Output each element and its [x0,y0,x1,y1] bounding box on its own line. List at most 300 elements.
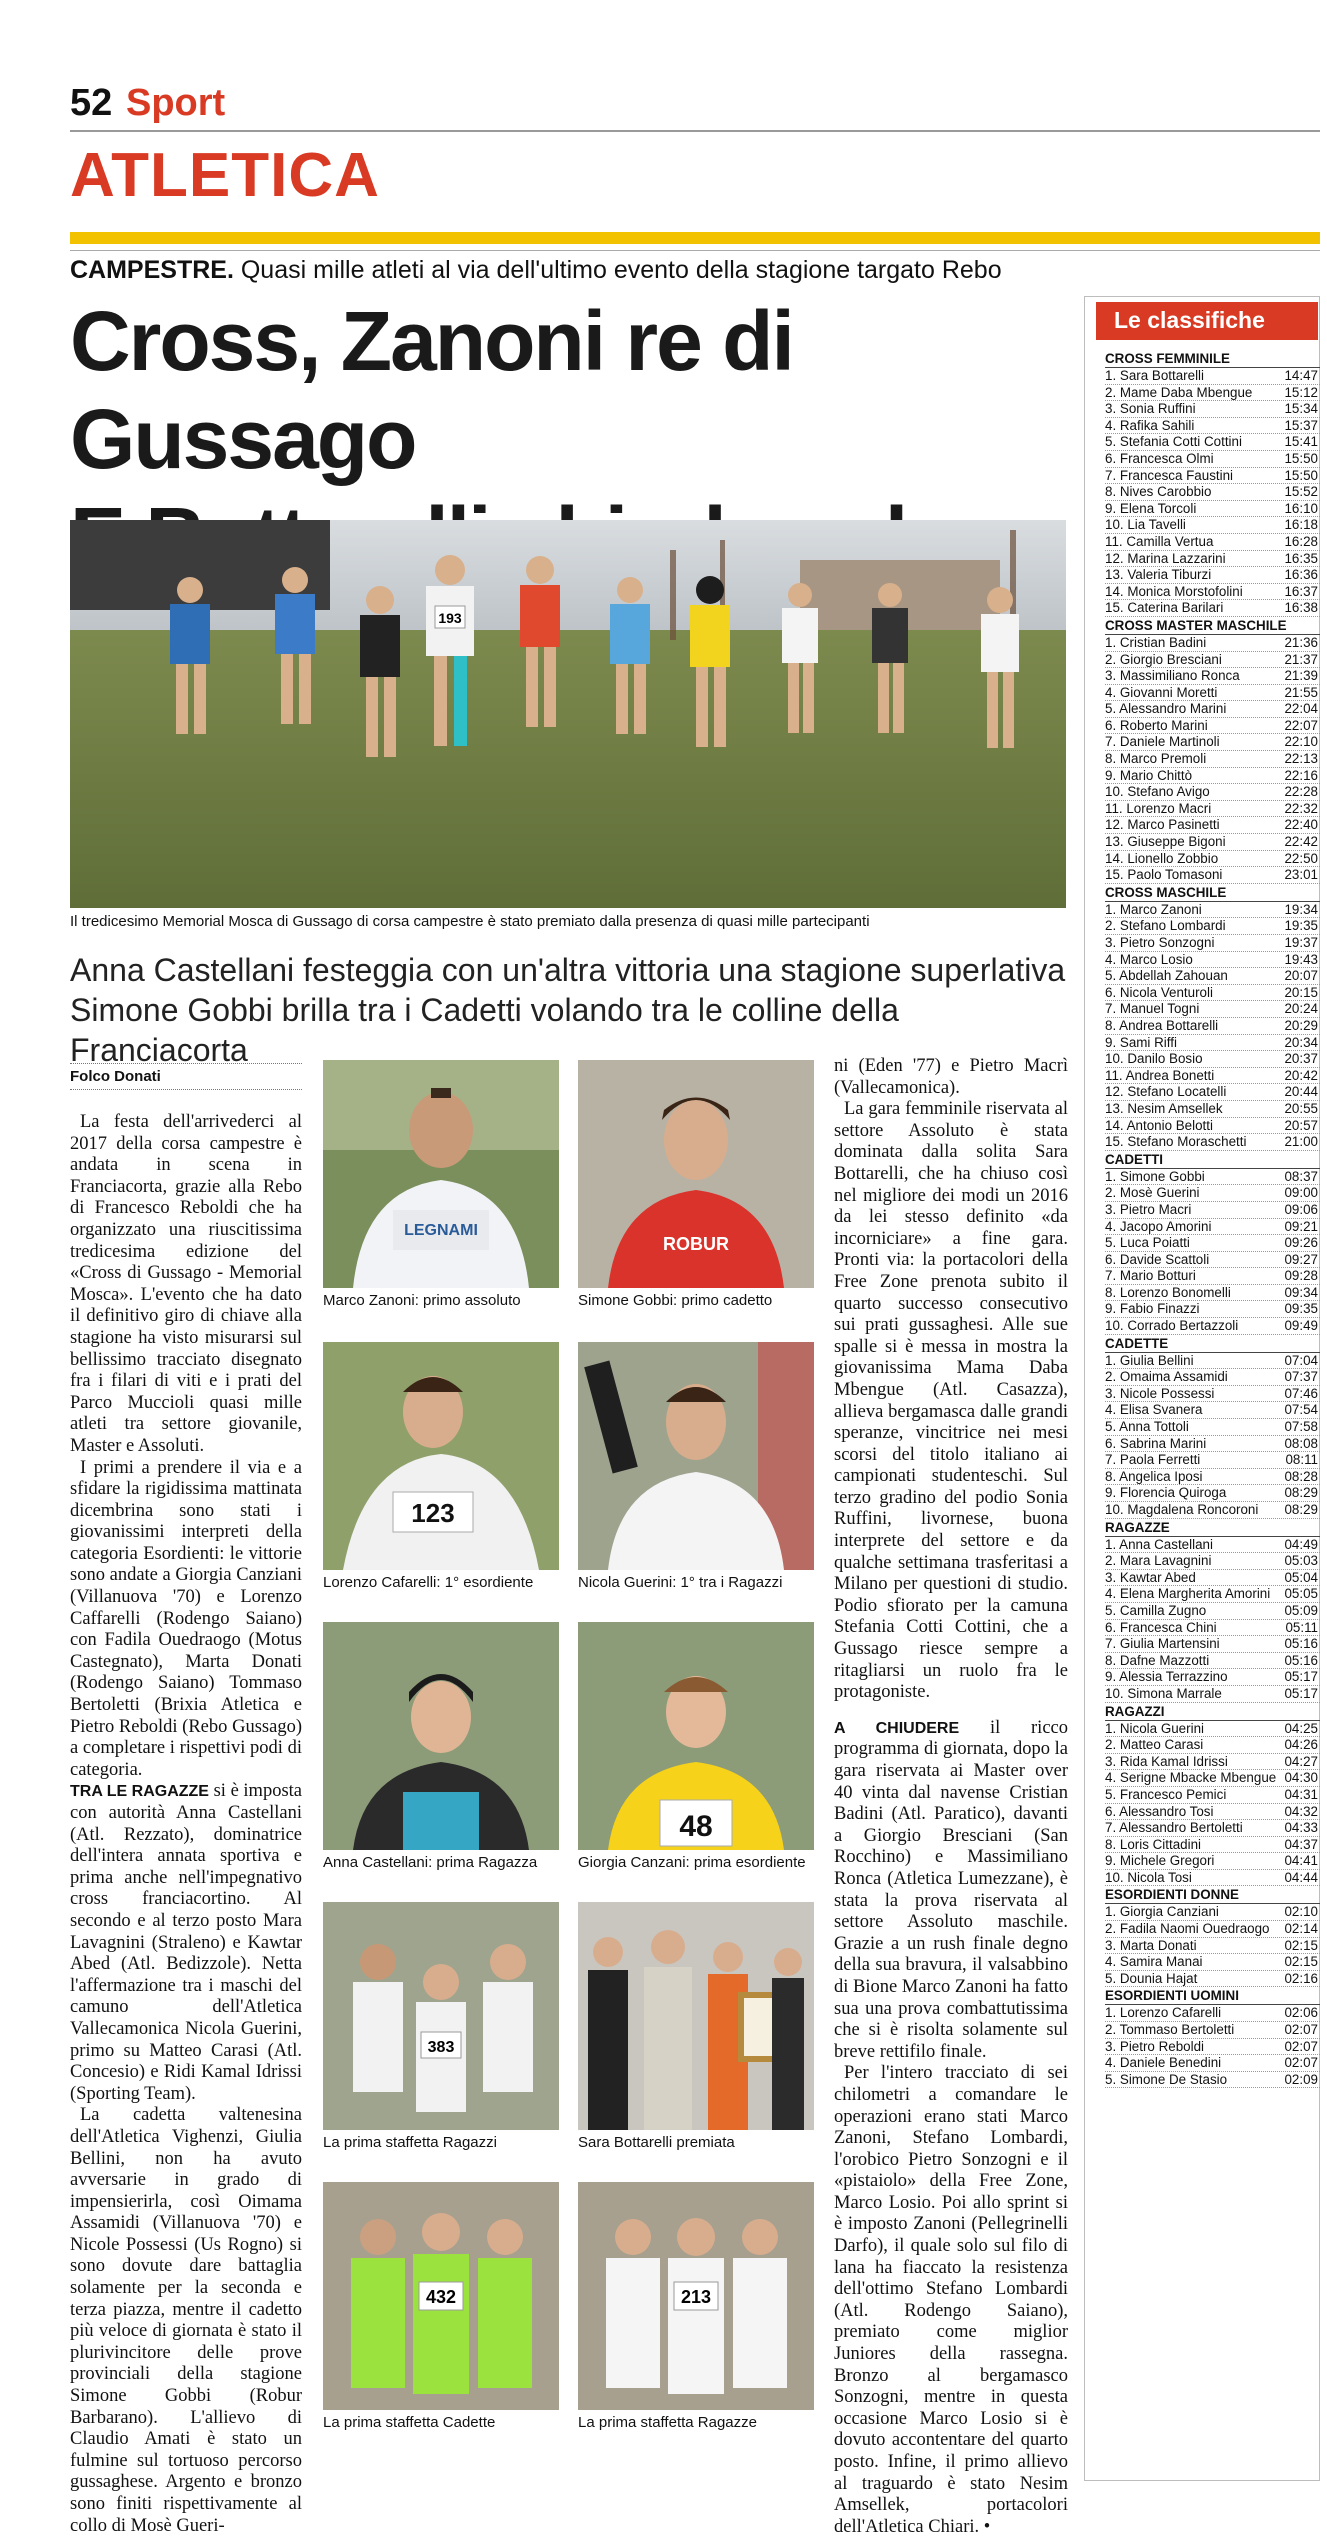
kicker-text: Quasi mille atleti al via dell'ultimo evento della stagione targato Rebo [240,256,1002,284]
results-row [1105,451,1320,468]
finish-time: 16:10 [1284,500,1318,516]
athlete-name: 14. Antonio Belotti [1105,1117,1213,1133]
results-row [1105,801,1320,818]
athlete-name: 9. Fabio Finazzi [1105,1301,1200,1317]
athlete-name: 2. Omaima Assamidi [1105,1369,1228,1385]
athlete-name: 1. Marco Zanoni [1105,901,1202,917]
athlete-name: 7. Francesca Faustini [1105,467,1234,483]
photo-bib: 432 [425,2287,457,2307]
results-row [1105,902,1320,919]
results-row [1105,718,1320,735]
athlete-name: 5. Luca Poiatti [1105,1235,1190,1251]
athlete-name: 6. Davide Scattoli [1105,1251,1210,1267]
athlete-name: 10. Magdalena Roncoroni [1105,1502,1259,1517]
athlete-name: 1. Nicola Guerini [1105,1720,1204,1736]
article-column-1 [70,1112,302,2537]
photo-nicola-guerini [578,1342,814,1570]
photo-caption: La prima staffetta Cadette [323,2414,496,2431]
paragraph-lead: TRA LE RAGAZZE [70,1783,209,1801]
finish-time: 07:46 [1284,1385,1318,1401]
finish-time: 09:35 [1284,1301,1318,1317]
athlete-name: 3. Sonia Ruffini [1105,401,1196,417]
group-illustration [323,1902,559,2130]
finish-time: 15:41 [1284,434,1318,450]
finish-time: 07:54 [1284,1402,1318,1418]
photo-bib: 213 [680,2287,712,2307]
photo-staffetta-ragazze [578,2182,814,2410]
athlete-name: 2. Mara Lavagnini [1105,1553,1212,1569]
results-row [1105,1570,1320,1587]
header-divider [70,130,1320,132]
finish-time: 04:44 [1284,1869,1318,1885]
finish-time: 05:16 [1284,1652,1318,1668]
photo-bib: 383 [427,2039,455,2056]
results-row [1105,1436,1320,1453]
athlete-name: 10. Nicola Tosi [1105,1869,1192,1885]
athlete-name: 12. Marco Pasinetti [1105,817,1220,833]
athlete-name: 2. Mosè Guerini [1105,1185,1200,1201]
photo-caption: Anna Castellani: prima Ragazza [323,1854,538,1871]
results-row [1105,1318,1320,1335]
athlete-name: 6. Nicola Venturoli [1105,984,1213,1000]
results-row [1105,584,1320,601]
results-row [1105,1419,1320,1436]
finish-time: 22:10 [1284,734,1318,750]
athlete-name: 8. Angelica Iposi [1105,1468,1203,1484]
results-row [1105,1268,1320,1285]
photo-anna-castellani [323,1622,559,1850]
results-row [1105,1553,1320,1570]
svg-text:LEGNAMI: LEGNAMI [404,1222,478,1239]
finish-time: 15:50 [1284,467,1318,483]
results-row [1105,1001,1320,1018]
finish-time: 05:03 [1284,1553,1318,1569]
paragraph [834,1718,1068,2064]
finish-time: 20:29 [1284,1017,1318,1033]
results-category-title: CROSS MASTER MASCHILE [1105,617,1320,635]
finish-time: 04:25 [1284,1720,1318,1736]
athlete-name: 4. Jacopo Amorini [1105,1218,1212,1234]
athlete-name: 3. Pietro Sonzogni [1105,935,1215,950]
finish-time: 02:07 [1284,2055,1318,2071]
finish-time: 21:39 [1284,668,1318,684]
results-category-title: RAGAZZI [1105,1703,1320,1721]
finish-time: 09:27 [1284,1251,1318,1267]
finish-time: 15:34 [1284,401,1318,417]
photo-simone-gobbi [578,1060,814,1288]
portrait-illustration [578,1342,814,1570]
athlete-name: 3. Massimiliano Ronca [1105,668,1240,684]
results-row [1105,1971,1320,1988]
photo-caption: Nicola Guerini: 1° tra i Ragazzi [578,1574,783,1591]
athlete-name: 11. Lorenzo Macri [1105,800,1212,816]
finish-time: 22:32 [1284,800,1318,816]
finish-time: 05:05 [1284,1586,1318,1602]
headline-line-1: Cross, Zanoni re di Gussago [70,294,793,486]
finish-time: 20:34 [1284,1034,1318,1050]
athlete-name: 2. Fadila Naomi Ouedraogo [1105,1921,1270,1937]
results-category-title: ESORDIENTI UOMINI [1105,1987,1320,2005]
finish-time: 09:06 [1284,1201,1318,1217]
athlete-name: 4. Marco Losio [1105,951,1193,967]
results-row [1105,1235,1320,1252]
finish-time: 09:26 [1284,1235,1318,1251]
finish-time: 04:49 [1284,1536,1318,1552]
athlete-name: 7. Giulia Martensini [1105,1636,1220,1652]
athlete-name: 1. Simone Gobbi [1105,1168,1205,1184]
finish-time: 09:49 [1284,1318,1318,1334]
athlete-name: 14. Lionello Zobbio [1105,850,1219,866]
subheadline-line-1: Anna Castellani festeggia con un'altra vittoria una stagione superlativa [70,952,1066,988]
results-row [1105,1469,1320,1486]
photo-bib: 123 [411,1498,455,1528]
finish-time: 21:37 [1284,651,1318,667]
article-column-4 [834,1056,1068,2538]
photo-staffetta-cadette [323,2182,559,2410]
results-row [1105,1721,1320,1738]
athlete-name: 8. Andrea Bottarelli [1105,1017,1219,1033]
results-row [1105,952,1320,969]
finish-time: 02:14 [1284,1921,1318,1937]
results-row [1105,1485,1320,1502]
athlete-name: 10. Corrado Bertazzoli [1105,1318,1239,1334]
finish-time: 02:07 [1284,2038,1318,2054]
athlete-name: 6. Francesca Chini [1105,1619,1217,1635]
results-row [1105,484,1320,501]
finish-time: 19:43 [1284,951,1318,967]
results-row [1105,701,1320,718]
results-row [1105,401,1320,418]
grey-rule [70,250,1320,251]
athlete-name: 2. Stefano Lombardi [1105,918,1226,934]
photo-caption: La prima staffetta Ragazzi [323,2134,497,2151]
finish-time: 20:15 [1284,984,1318,1000]
finish-time: 02:06 [1284,2005,1318,2021]
finish-time: 02:16 [1284,1970,1318,1986]
finish-time: 09:34 [1284,1284,1318,1300]
results-row [1105,1051,1320,1068]
athlete-name: 10. Lia Tavelli [1105,517,1186,533]
results-row [1105,1620,1320,1637]
athlete-name: 4. Giovanni Moretti [1105,684,1218,700]
finish-time: 08:37 [1284,1168,1318,1184]
finish-time: 05:09 [1284,1602,1318,1618]
results-row [1105,668,1320,685]
results-row [1105,1853,1320,1870]
results-row [1105,1452,1320,1469]
results-row [1105,1686,1320,1703]
results-category-title: CADETTI [1105,1151,1320,1169]
athlete-name: 8. Lorenzo Bonomelli [1105,1284,1231,1300]
athlete-name: 11. Camilla Vertua [1105,533,1214,549]
athlete-name: 3. Nicole Possessi [1105,1385,1215,1401]
athlete-name: 5. Simone De Stasio [1105,2071,1228,2087]
results-row [1105,784,1320,801]
results-row [1105,1870,1320,1887]
athlete-name: 1. Giorgia Canziani [1105,1904,1219,1920]
finish-time: 19:37 [1284,935,1318,950]
section-name: Sport [126,82,226,124]
finish-time: 04:26 [1284,1737,1318,1753]
portrait-illustration [578,1622,814,1850]
finish-time: 16:35 [1284,550,1318,566]
finish-time: 20:44 [1284,1084,1318,1100]
results-row [1105,1169,1320,1186]
athlete-name: 10. Danilo Bosio [1105,1051,1203,1067]
paragraph: Per l'intero tracciato di sei chilometri a comandare le operazioni erano stati Marco Zanoni, Stefano Lombardi, l'orobico Pietro Sonzogni e il «pistaiolo» della Free Zone, Marco Losio. Poi allo sprint si è imposto Zanoni (Pellegrinelli Darfo), il quale solo sul filo di lana ha fiaccato la resistenza dell'ottimo Stefano Lombardi (Atl. Rodengo Saiano), premiato come miglior Juniores della rassegna. Bronzo al bergamasco Sonzogni, mentre in questa occasione Marco Losio si è dovuto accontentare del quarto posto. Infine, il primo allievo al traguardo è stato Nesim Amsellek, portacolori dell'Atletica Chiari. • [834,2063,1068,2537]
results-row [1105,501,1320,518]
finish-time: 04:31 [1284,1786,1318,1802]
results-row [1105,1101,1320,1118]
athlete-name: 11. Andrea Bonetti [1105,1067,1215,1083]
athlete-name: 3. Pietro Macri [1105,1201,1192,1217]
athlete-name: 9. Elena Torcoli [1105,500,1197,516]
finish-time: 08:29 [1284,1485,1318,1501]
athlete-name: 15. Stefano Moraschetti [1105,1134,1247,1150]
results-row [1105,1035,1320,1052]
results-row [1105,551,1320,568]
results-row [1105,1252,1320,1269]
finish-time: 05:17 [1284,1685,1318,1701]
results-category-title: CADETTE [1105,1335,1320,1353]
photo-caption: Simone Gobbi: primo cadetto [578,1292,773,1309]
finish-time: 04:30 [1284,1770,1318,1786]
paragraph [70,1781,302,2105]
athlete-name: 1. Lorenzo Cafarelli [1105,2005,1222,2021]
results-row [1105,1636,1320,1653]
athlete-name: 6. Sabrina Marini [1105,1435,1207,1451]
results-row [1105,1369,1320,1386]
results-row [1105,1669,1320,1686]
results-row [1105,1938,1320,1955]
finish-time: 21:36 [1284,634,1318,650]
finish-time: 05:11 [1285,1619,1318,1635]
finish-time: 20:07 [1284,968,1318,984]
athlete-name: 2. Mame Daba Mbengue [1105,384,1253,400]
results-row [1105,635,1320,652]
main-photo-caption: Il tredicesimo Memorial Mosca di Gussago di corsa campestre è stato premiato dalla presenza di quasi mille partecipanti [70,913,870,930]
athlete-name: 15. Caterina Barilari [1105,600,1224,616]
finish-time: 09:00 [1284,1185,1318,1201]
results-row [1105,1837,1320,1854]
finish-time: 20:37 [1284,1051,1318,1067]
results-row [1105,368,1320,385]
athlete-name: 6. Alessandro Tosi [1105,1803,1214,1819]
results-row [1105,1068,1320,1085]
results-row [1105,867,1320,884]
finish-time: 08:28 [1284,1468,1318,1484]
finish-time: 02:07 [1284,2022,1318,2038]
athlete-name: 3. Pietro Reboldi [1105,2038,1204,2054]
athlete-name: 7. Mario Botturi [1105,1268,1196,1284]
athlete-name: 13. Giuseppe Bigoni [1105,834,1226,850]
finish-time: 15:37 [1284,417,1318,433]
paragraph-text: si è imposta con autorità Anna Castellani (Atl. Rezzato), dominatrice dell'intera annata sportiva e prima anche nell'impegnativo cross franciacortino. Al secondo e al terzo posto Mara Lavagnini (Straleno) e Kawtar Abed (Atl. Bedizzole). Netta l'affermazione tra i maschi del camuno dell'Atletica Vallecamonica Nicola Guerini, primo su Matteo Carasi (Atl. Concesio) e Ridi Kamal Idrissi (Sporting Team). [70,1781,303,2104]
portrait-illustration [323,1342,559,1570]
athlete-name: 5. Alessandro Marini [1105,701,1227,717]
athlete-name: 9. Michele Gregori [1105,1853,1215,1869]
finish-time: 19:34 [1284,901,1318,917]
finish-time: 20:42 [1284,1067,1318,1083]
results-row [1105,817,1320,834]
results-row [1105,1653,1320,1670]
photo-caption: Sara Bottarelli premiata [578,2134,735,2151]
finish-time: 02:15 [1284,1954,1318,1970]
results-row [1105,751,1320,768]
results-row [1105,567,1320,584]
athlete-name: 8. Loris Cittadini [1105,1836,1202,1852]
finish-time: 07:58 [1284,1419,1318,1435]
group-illustration [578,2182,814,2410]
athlete-name: 4. Serigne Mbacke Mbengue [1105,1770,1277,1786]
results-category-title: CROSS FEMMINILE [1105,350,1320,368]
runners-photo-illustration [70,520,1066,908]
photo-bib: 48 [679,1810,713,1843]
paragraph: La cadetta valtenesina dell'Atletica Vighenzi, Giulia Bellini, non ha avuto avversarie in grado di impensierirla, così Oimama Assamidi (Villanuova '70) e Nicole Possessi (Us Rogno) si sono dovute dare battaglia solamente per la seconda e terza piazza, mentre il cadetto più veloce di giornata è stato il plurivincitore delle prove provinciali della stagione Simone Gobbi (Robur Barbarano). L'allievo di Claudio Amati è stato un fulmine sul tortuoso percorso gussaghese. Argento e bronzo sono finiti rispettivamente al collo di Mosè Gueri- [70,2105,302,2536]
results-list [1105,350,1320,2088]
athlete-name: 6. Roberto Marini [1105,717,1208,733]
finish-time: 22:28 [1284,784,1318,800]
finish-time: 04:33 [1284,1820,1318,1836]
finish-time: 23:01 [1284,867,1318,883]
paragraph: I primi a prendere il via e a sfidare la rigidissima mattinata dicembrina sono stati i giovanissimi interpreti della categoria Esordienti: le vittorie sono andate a Giorgia Canziani (Villanuova '70) e Lorenzo Caffarelli (Rodengo Saiano) con Fadila Ouedraogo (Motus Castegnato), Marta Donati (Rodengo Saiano) Tommaso Bertoletti (Brixia Atletica e Pietro Reboldi (Rebo Gussago) a completare i rispettivi podi di categoria. [70,1457,302,1780]
photo-caption: La prima staffetta Ragazze [578,2414,757,2431]
athlete-name: 8. Nives Carobbio [1105,484,1212,500]
results-row [1105,468,1320,485]
athlete-name: 5. Dounia Hajat [1105,1970,1198,1986]
finish-time: 22:13 [1284,751,1318,767]
subheadline [70,950,1070,1070]
results-row [1105,1301,1320,1318]
results-row [1105,1084,1320,1101]
results-row [1105,1402,1320,1419]
finish-time: 15:50 [1284,450,1318,466]
photo-marco-zanoni [323,1060,559,1288]
finish-time: 20:24 [1284,1001,1318,1017]
athlete-name: 5. Abdellah Zahouan [1105,968,1228,984]
finish-time: 08:29 [1284,1502,1318,1517]
results-row [1105,534,1320,551]
athlete-name: 8. Dafne Mazzotti [1105,1652,1210,1668]
results-row [1105,985,1320,1002]
photo-lorenzo-cafarelli [323,1342,559,1570]
results-row [1105,734,1320,751]
finish-time: 05:16 [1284,1636,1318,1652]
finish-time: 15:52 [1284,484,1318,500]
results-row [1105,834,1320,851]
results-category-title: ESORDIENTI DONNE [1105,1886,1320,1904]
finish-time: 19:35 [1284,918,1318,934]
finish-time: 22:40 [1284,817,1318,833]
athlete-name: 5. Camilla Zugno [1105,1602,1207,1618]
athlete-name: 1. Sara Bottarelli [1105,368,1204,383]
finish-time: 22:50 [1284,850,1318,866]
results-row [1105,652,1320,669]
athlete-name: 10. Stefano Avigo [1105,784,1210,800]
results-category-title: CROSS MASCHILE [1105,884,1320,902]
photo-sara-bottarelli [578,1902,814,2130]
main-photo-bib: 193 [438,610,462,626]
results-row [1105,1219,1320,1236]
athlete-name: 8. Marco Premoli [1105,751,1207,767]
group-illustration [578,1902,814,2130]
results-row [1105,434,1320,451]
portrait-illustration [578,1060,814,1288]
finish-time: 22:04 [1284,701,1318,717]
results-row [1105,1202,1320,1219]
finish-time: 15:12 [1284,384,1318,400]
results-row [1105,1118,1320,1135]
photo-caption: Lorenzo Cafarelli: 1° esordiente [323,1574,534,1591]
athlete-name: 9. Mario Chittò [1105,767,1193,783]
paragraph-text: il ricco programma di giornata, dopo la gara riservata ai Master over 40 vinta dal navense Cristian Badini (Atl. Paratico), davanti a Giorgio Bresciani (San Rocchino) e Massimiliano Ronca (Atletica Lumezzane), è stata la prova riservata al settore Assoluto maschile. Grazie a un rush finale degno della sua bravura, il valsabbino di Bione Marco Zanoni ha fatto sua una prova combattutissima che si è risolta solamente sul breve rettifilo finale. [834,1717,1068,2062]
results-row [1105,1804,1320,1821]
finish-time: 21:55 [1284,684,1318,700]
results-row [1105,1737,1320,1754]
group-illustration [323,2182,559,2410]
results-row [1105,1502,1320,1519]
results-row [1105,2055,1320,2072]
results-row [1105,600,1320,617]
finish-time: 22:16 [1284,767,1318,783]
results-row [1105,385,1320,402]
athlete-name: 6. Francesca Olmi [1105,450,1214,466]
results-row [1105,1770,1320,1787]
finish-time: 09:28 [1284,1268,1318,1284]
finish-time: 04:32 [1284,1803,1318,1819]
finish-time: 02:10 [1284,1904,1318,1920]
photo-caption: Giorgia Canzani: prima esordiente [578,1854,806,1871]
finish-time: 22:42 [1284,834,1318,850]
paragraph: La gara femminile riservata al settore Assoluto è stata dominata dalla solita Sara Bottarelli, che ha chiuso così nel migliore dei modi un 2016 da lei stesso definito «da incorniciare» a fine gara. Pronti via: la portacolori della Free Zone prenota subito il quarto successo consecutivo sui prati gussaghesi. Alle sue spalle si è messa in mostra la giovanissima Mama Daba Mbengue (Atl. Casazza), allieva bergamasca dalle grandi speranze, vincitrice nei mesi scorsi del titolo italiano ai campionati studenteschi. Sul terzo gradino del podio Sonia Ruffini, livornese, buona interprete del settore e da qualche settimana trasferitasi a Milano per questioni di studio. Podio sfiorato per la camuna Stefania Cotti Cottini, che a Gussago riesce sempre a ritagliarsi un ruolo fra le protagoniste. [834,1099,1068,1703]
athlete-name: 5. Stefania Cotti Cottini [1105,434,1242,450]
finish-time: 04:27 [1284,1753,1318,1769]
athlete-name: 5. Anna Tottoli [1105,1419,1189,1435]
paragraph-lead: A CHIUDERE [834,1719,960,1737]
athlete-name: 1. Cristian Badini [1105,634,1207,650]
kicker [70,256,1002,285]
athlete-name: 12. Marina Lazzarini [1105,550,1226,566]
results-row [1105,1134,1320,1151]
portrait-illustration [323,1622,559,1850]
results-row [1105,851,1320,868]
topic-title: ATLETICA [70,141,380,210]
athlete-name: 2. Matteo Carasi [1105,1737,1204,1753]
athlete-name: 4. Elena Margherita Amorini [1105,1586,1271,1602]
athlete-name: 4. Daniele Benedini [1105,2055,1222,2071]
finish-time: 21:00 [1284,1134,1318,1150]
finish-time: 07:37 [1284,1369,1318,1385]
byline: Folco Donati [70,1063,302,1090]
athlete-name: 15. Paolo Tomasoni [1105,867,1223,883]
finish-time: 04:41 [1284,1853,1318,1869]
paragraph: ni (Eden '77) e Pietro Macrì (Vallecamonica). [834,1056,1068,1098]
results-row [1105,1586,1320,1603]
results-row [1105,685,1320,702]
results-row [1105,935,1320,952]
athlete-name: 2. Giorgio Bresciani [1105,651,1222,667]
finish-time: 14:47 [1284,368,1318,383]
results-row [1105,1537,1320,1554]
photo-staffetta-ragazzi [323,1902,559,2130]
athlete-name: 2. Tommaso Bertoletti [1105,2022,1235,2038]
athlete-name: 13. Nesim Amsellek [1105,1100,1223,1116]
page-number: 52 [70,82,113,124]
finish-time: 08:11 [1285,1452,1318,1468]
athlete-name: 1. Giulia Bellini [1105,1352,1194,1368]
finish-time: 16:18 [1284,517,1318,533]
athlete-name: 10. Simona Marrale [1105,1685,1222,1701]
